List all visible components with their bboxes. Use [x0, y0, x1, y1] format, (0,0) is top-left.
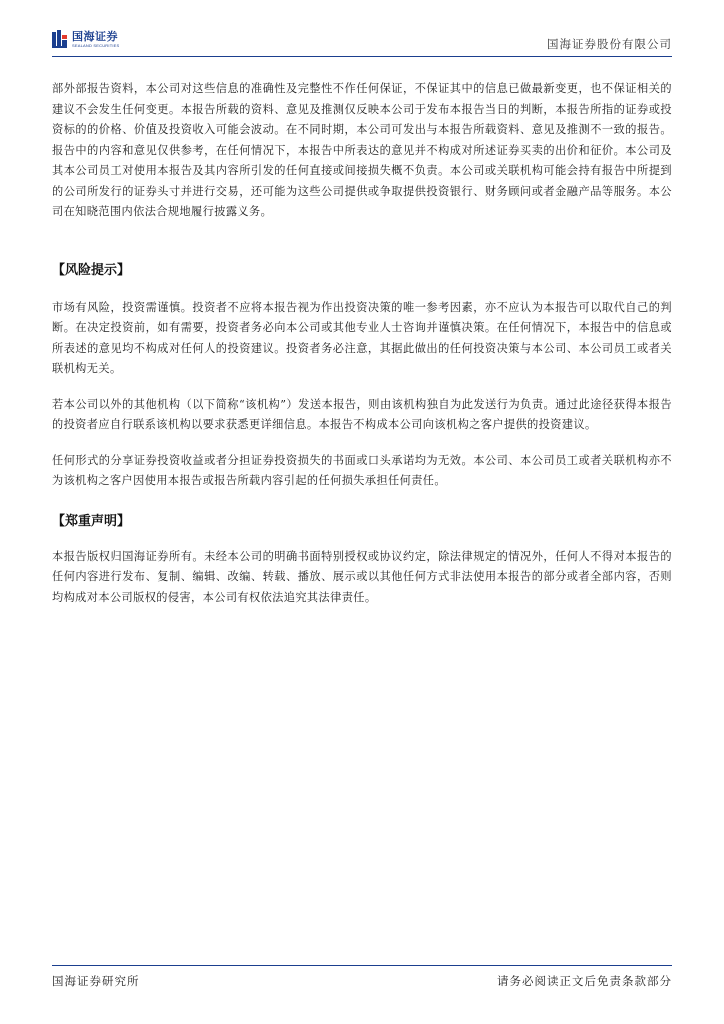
- risk-paragraph-3: 任何形式的分享证券投资收益或者分担证券投资损失的书面或口头承诺均为无效。本公司、本公司员工或者关联机构亦不为该机构之客户因使用本报告或报告所载内容引起的任何损失承担任何责任。: [52, 453, 672, 487]
- company-name: 国海证券股份有限公司: [547, 37, 672, 51]
- logo-chinese-name: 国海证券: [72, 29, 118, 43]
- page-header: [52, 28, 672, 54]
- logo-mark-icon: [52, 30, 68, 48]
- intro-paragraph: 部外部报告资料，本公司对这些信息的准确性及完整性不作任何保证，不保证其中的信息已做最新变更，也不保证相关的建议不会发生任何变更。本报告所载的资料、意见及推测仅反映本公司于发布本报告当日的判断，本报告所指的证券或投资标的的价格、价值及投资收入可能会波动。在不同时期，本公司可发出与本报告所载资料、意见及推测不一致的报告。报告中的内容和意见仅供参考，在任何情况下，本报告中所表达的意见并不构成对所述证券买卖的出价和征价。本公司及其本公司员工对使用本报告及其内容所引发的任何直接或间接损失概不负责。本公司或关联机构可能会持有报告中所提到的公司所发行的证券头寸并进行交易，还可能为这些公司提供或争取提供投资银行、财务顾问或者金融产品等服务。本公司在知晓范围内依法合规地履行披露义务。: [52, 82, 672, 218]
- footer-divider: [52, 965, 672, 966]
- risk-paragraph-1: 市场有风险，投资需谨慎。投资者不应将本报告视为作出投资决策的唯一参考因素，亦不应认为本报告可以取代自己的判断。在决定投资前，如有需要，投资者务必向本公司或其他专业人士咨询并谨慎决策。在任何情况下，本报告中的信息或所表述的意见均不构成对任何人的投资建议。投资者务必注意，其据此做出的任何投资决策与本公司、本公司员工或者关联机构无关。: [52, 300, 672, 375]
- company-logo: [52, 30, 119, 48]
- risk-section-title: 【风险提示】: [52, 262, 131, 278]
- statement-section-title: 【郑重声明】: [52, 513, 131, 529]
- header-divider: [52, 56, 672, 57]
- logo-english-name: SEALAND SECURITIES: [72, 42, 120, 48]
- footer-disclaimer-note: 请务必阅读正文后免责条款部分: [497, 974, 672, 988]
- risk-paragraph-2: 若本公司以外的其他机构（以下简称“该机构”）发送本报告，则由该机构独自为此发送行为负责。通过此途径获得本报告的投资者应自行联系该机构以要求获悉更详细信息。本报告不构成本公司向该机构之客户提供的投资建议。: [52, 397, 672, 431]
- footer-institute: 国海证券研究所: [52, 974, 140, 988]
- statement-paragraph: 本报告版权归国海证券所有。未经本公司的明确书面特别授权或协议约定，除法律规定的情况外，任何人不得对本报告的任何内容进行发布、复制、编辑、改编、转载、播放、展示或以其他任何方式非法使用本报告的部分或者全部内容，否则均构成对本公司版权的侵害，本公司有权依法追究其法律责任。: [52, 549, 672, 604]
- document-body: [52, 79, 672, 608]
